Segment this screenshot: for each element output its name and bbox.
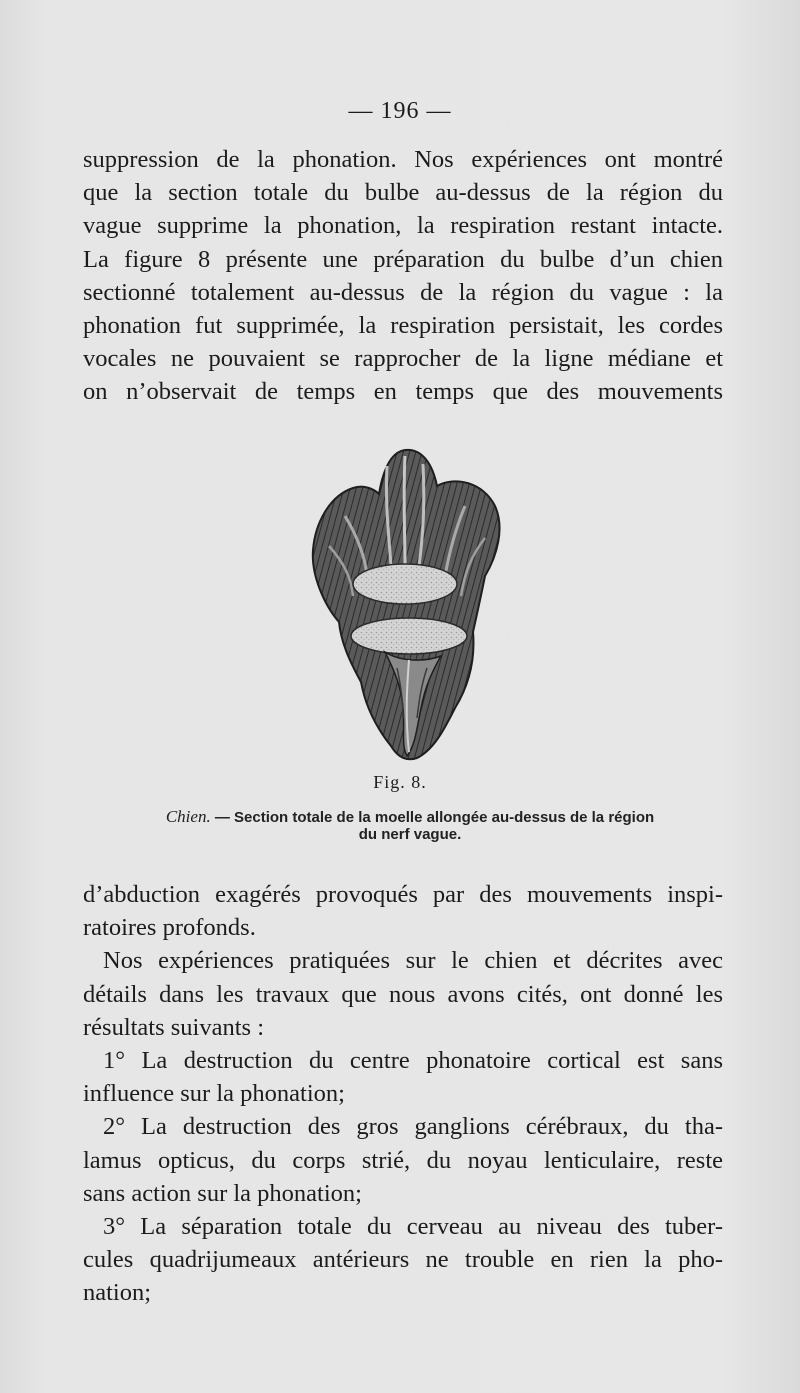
caption-species: Chien. <box>165 807 211 826</box>
text-line: on n’observait de temps en temps que des mouvements <box>83 378 723 406</box>
text-line: nation; <box>83 1279 152 1307</box>
text-line: suppression de la phonation. Nos expériences ont montré <box>83 146 723 173</box>
text-line: résultats suivants : <box>83 1013 265 1041</box>
text-line: vocales ne pouvaient se rapprocher de la ligne médiane et <box>83 345 723 373</box>
text-line: La figure 8 présente une préparation du bulbe d’un chien <box>83 245 723 273</box>
figure-caption <box>120 808 700 843</box>
text-line: sans action sur la phonation; <box>83 1179 362 1207</box>
text-line: Nos expériences pratiquées sur le chien et décrites avec <box>103 947 723 975</box>
text-line: d’abduction exagérés provoqués par des mouvements inspi- <box>83 881 723 908</box>
medulla-section-illustration <box>305 446 505 764</box>
text-line: ratoires profonds. <box>83 914 256 942</box>
page-number: — 196 — <box>348 98 452 124</box>
text-line: phonation fut supprimée, la respiration persistait, les cordes <box>83 311 723 339</box>
list-item: 2° La destruction des gros ganglions cérébraux, du tha- <box>103 1113 723 1141</box>
text-line: que la section totale du bulbe au-dessus de la région du <box>83 179 723 207</box>
paragraph-bottom <box>83 878 723 1309</box>
text-line: vague supprime la phonation, la respiration restant intacte. <box>83 212 723 240</box>
text-line: détails dans les travaux que nous avons cités, ont donné les <box>83 980 723 1008</box>
text-line: cules quadrijumeaux antérieurs ne trouble en rien la pho- <box>83 1246 723 1274</box>
caption-line-1: — Section totale de la moelle allongée au-dessus de la région <box>210 809 655 826</box>
list-item: 1° La destruction du centre phonatoire cortical est sans <box>103 1046 723 1074</box>
text-line: influence sur la phonation; <box>83 1080 345 1108</box>
paragraph-top <box>83 143 723 409</box>
text-line: lamus opticus, du corps strié, du noyau lenticulaire, reste <box>83 1146 723 1174</box>
figure-label: Fig. 8. <box>373 772 427 792</box>
list-item: 3° La séparation totale du cerveau au niveau des tuber- <box>103 1212 723 1240</box>
text-line: sectionné totalement au-dessus de la région du vague : la <box>83 278 723 306</box>
caption-line-2: du nerf vague. <box>358 826 462 843</box>
